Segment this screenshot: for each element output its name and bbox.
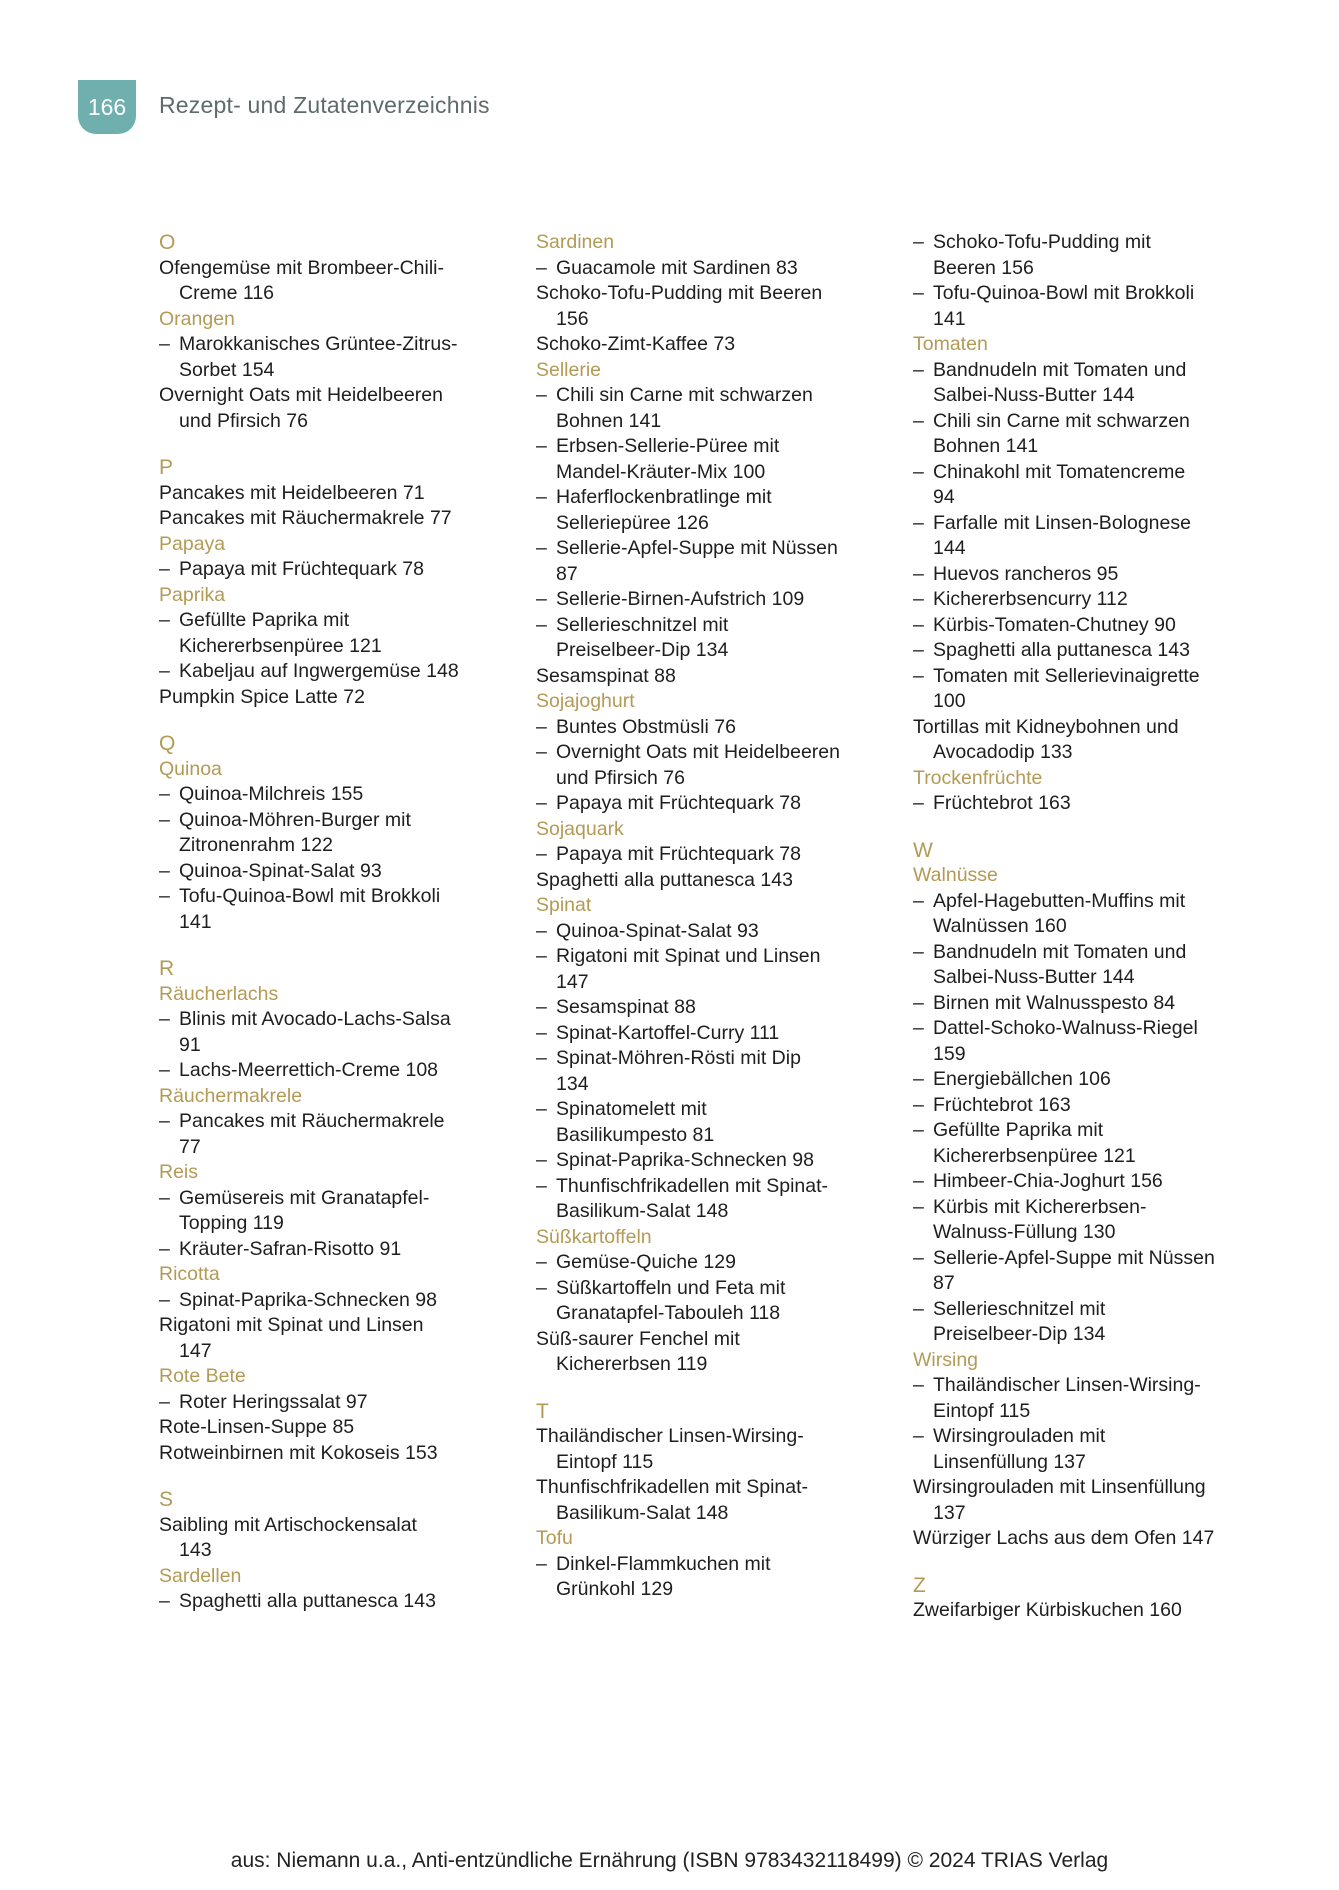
dash-marker: – (159, 783, 170, 805)
section-letter: Z (913, 1573, 926, 1597)
section-gap (159, 935, 504, 956)
subentry-text: Buntes Obstmüsli 76 (556, 715, 736, 738)
subentry-text: Sellerieschnitzel mit (556, 613, 729, 636)
index-column-1 (159, 230, 504, 1615)
dash-marker: – (913, 282, 924, 304)
index-subentry (913, 1067, 1258, 1093)
ingredient-category: Ricotta (159, 1263, 220, 1285)
subentry-text: Tomaten mit Sellerievinaigrette (933, 664, 1200, 687)
dash-marker: – (536, 435, 547, 457)
dash-marker: – (913, 792, 924, 814)
dash-marker: – (159, 558, 170, 580)
recipe-entry: Zweifarbiger Kürbiskuchen 160 (913, 1599, 1182, 1621)
entry-continuation: Basilikumpesto 81 (556, 1123, 715, 1146)
entry-continuation: Mandel-Kräuter-Mix 100 (556, 460, 766, 483)
entry-continuation: Eintopf 115 (933, 1399, 1031, 1422)
index-subentry (913, 791, 1258, 817)
index-column-2 (536, 230, 881, 1603)
subentry-text: Farfalle mit Linsen-Bolognese (933, 511, 1191, 534)
subentry-text: Marokkanisches Grüntee-Zitrus- (179, 333, 458, 355)
entry-continuation: 77 (179, 1135, 201, 1158)
dash-marker: – (913, 231, 924, 253)
index-subentry (913, 230, 1258, 256)
entry-continuation: 141 (933, 307, 966, 330)
ingredient-category: Orangen (159, 307, 235, 330)
index-subentry (159, 659, 504, 685)
section-letter: S (159, 1488, 174, 1511)
index-subentry (913, 889, 1258, 915)
index-subentry (159, 1007, 504, 1033)
index-subentry (913, 613, 1258, 639)
index-subentry (913, 638, 1258, 664)
entry-continuation: Basilikum-Salat 148 (556, 1200, 729, 1222)
entry-continuation: 134 (556, 1072, 589, 1095)
ingredient-category: Rote Bete (159, 1365, 246, 1387)
recipe-entry: Würziger Lachs aus dem Ofen 147 (913, 1527, 1215, 1549)
dash-marker: – (536, 1098, 547, 1120)
subentry-text: Kichererbsencurry 112 (933, 588, 1128, 610)
ingredient-category: Sojaquark (536, 817, 624, 840)
entry-continuation: 87 (556, 562, 578, 585)
entry-continuation: Avocadodip 133 (933, 741, 1073, 763)
dash-marker: – (159, 1288, 170, 1311)
dash-marker: – (159, 1008, 170, 1030)
entry-continuation: Bohnen 141 (556, 409, 662, 432)
subentry-text: Thunfischfrikadellen mit Spinat- (556, 1174, 829, 1197)
subentry-text: Papaya mit Früchtequark 78 (556, 843, 801, 865)
ingredient-category: Walnüsse (913, 864, 998, 886)
subentry-text: Kürbis-Tomaten-Chutney 90 (933, 613, 1176, 636)
entry-continuation: Zitronenrahm 122 (179, 834, 333, 856)
subentry-text: Birnen mit Walnusspesto 84 (933, 991, 1176, 1014)
index-subentry (913, 1297, 1258, 1323)
ingredient-category: Paprika (159, 583, 226, 606)
index-subentry (159, 1109, 504, 1135)
dash-marker: – (913, 991, 924, 1014)
subentry-text: Wirsingrouladen mit (933, 1425, 1106, 1447)
dash-marker: – (913, 1068, 924, 1090)
subentry-text: Sesamspinat 88 (556, 996, 696, 1018)
recipe-entry: Pumpkin Spice Latte 72 (159, 685, 365, 708)
entry-continuation: Linsenfüllung 137 (933, 1450, 1086, 1473)
index-subentry (536, 1046, 881, 1072)
index-subentry (536, 256, 881, 282)
dash-marker: – (159, 660, 170, 682)
subentry-text: Chinakohl mit Tomatencreme (933, 460, 1186, 483)
index-subentry (536, 842, 881, 868)
ingredient-category: Sellerie (536, 358, 602, 381)
recipe-entry: Thailändischer Linsen-Wirsing- (536, 1425, 804, 1447)
index-subentry (159, 557, 504, 583)
ingredient-category: Sardinen (536, 231, 615, 253)
subentry-text: Roter Heringssalat 97 (179, 1390, 368, 1413)
index-subentry (159, 1390, 504, 1416)
subentry-text: Sellerie-Birnen-Aufstrich 109 (556, 588, 805, 610)
index-subentry (913, 409, 1258, 435)
dash-marker: – (536, 537, 547, 559)
subentry-text: Spinatomelett mit (556, 1098, 707, 1120)
index-subentry (913, 991, 1258, 1017)
subentry-text: Kräuter-Safran-Risotto 91 (179, 1237, 402, 1260)
index-subentry (913, 1195, 1258, 1221)
entry-continuation: 87 (933, 1272, 955, 1294)
subentry-text: Bandnudeln mit Tomaten und (933, 358, 1187, 381)
index-subentry (159, 608, 504, 634)
recipe-entry: Tortillas mit Kidneybohnen und (913, 715, 1179, 738)
subentry-text: Papaya mit Früchtequark 78 (556, 792, 801, 814)
dash-marker: – (913, 1425, 924, 1447)
index-subentry (536, 613, 881, 639)
recipe-entry: Schoko-Zimt-Kaffee 73 (536, 333, 736, 355)
recipe-entry: Saibling mit Artischockensalat (159, 1513, 417, 1536)
dash-marker: – (159, 859, 170, 882)
index-subentry (536, 1174, 881, 1200)
dash-marker: – (913, 358, 924, 381)
index-subentry (159, 1186, 504, 1212)
entry-continuation: Sorbet 154 (179, 358, 275, 381)
ingredient-category: Tofu (536, 1527, 573, 1549)
ingredient-category: Räuchermakrele (159, 1084, 303, 1107)
index-subentry (913, 562, 1258, 588)
entry-continuation: 91 (179, 1033, 201, 1056)
subentry-text: Erbsen-Sellerie-Püree mit (556, 435, 780, 457)
entry-continuation: Granatapfel-Tabouleh 118 (556, 1302, 781, 1324)
entry-continuation: Kichererbsenpüree 121 (179, 634, 382, 657)
subentry-text: Chili sin Carne mit schwarzen (556, 384, 813, 406)
index-subentry (913, 460, 1258, 486)
subentry-text: Haferflockenbratlinge mit (556, 486, 772, 508)
ingredient-category: Sojajoghurt (536, 690, 635, 712)
index-subentry (913, 1016, 1258, 1042)
index-subentry (536, 1021, 881, 1047)
dash-marker: – (159, 333, 170, 355)
entry-continuation: Preiselbeer-Dip 134 (556, 639, 729, 661)
dash-marker: – (536, 384, 547, 406)
ingredient-category: Wirsing (913, 1348, 979, 1371)
entry-continuation: 137 (933, 1501, 966, 1524)
dash-marker: – (913, 1017, 924, 1039)
entry-continuation: Selleriepüree 126 (556, 511, 709, 534)
index-subentry (536, 434, 881, 460)
recipe-entry: Ofengemüse mit Brombeer-Chili- (159, 256, 445, 279)
section-gap (159, 1466, 504, 1487)
entry-continuation: Creme 116 (179, 282, 275, 304)
entry-continuation: und Pfirsich 76 (556, 766, 685, 789)
section-letter: Q (159, 732, 176, 755)
section-letter: O (159, 231, 176, 254)
index-subentry (913, 511, 1258, 537)
entry-continuation: Topping 119 (179, 1212, 284, 1234)
dash-marker: – (159, 609, 170, 631)
entry-continuation: und Pfirsich 76 (179, 409, 308, 432)
dash-marker: – (913, 613, 924, 636)
subentry-text: Himbeer-Chia-Joghurt 156 (933, 1170, 1163, 1192)
dash-marker: – (159, 1590, 170, 1612)
entry-continuation: Salbei-Nuss-Butter 144 (933, 966, 1135, 988)
subentry-text: Chili sin Carne mit schwarzen (933, 409, 1190, 432)
dash-marker: – (913, 1195, 924, 1218)
subentry-text: Energiebällchen 106 (933, 1068, 1111, 1090)
ingredient-category: Spinat (536, 894, 592, 916)
subentry-text: Tofu-Quinoa-Bowl mit Brokkoli (179, 885, 441, 907)
entry-continuation: Preiselbeer-Dip 134 (933, 1323, 1106, 1345)
subentry-text: Dinkel-Flammkuchen mit (556, 1552, 771, 1575)
index-subentry (913, 1373, 1258, 1399)
entry-continuation: Kichererbsen 119 (556, 1353, 708, 1375)
subentry-text: Kabeljau auf Ingwergemüse 148 (179, 660, 459, 682)
subentry-text: Gefüllte Paprika mit (179, 609, 350, 631)
subentry-text: Quinoa-Möhren-Burger mit (179, 808, 411, 831)
entry-continuation: Salbei-Nuss-Butter 144 (933, 384, 1135, 406)
subentry-text: Spaghetti alla puttanesca 143 (179, 1590, 436, 1612)
dash-marker: – (159, 1237, 170, 1260)
entry-continuation: 94 (933, 486, 955, 508)
index-subentry (159, 1589, 504, 1615)
index-subentry (913, 940, 1258, 966)
index-subentry (536, 1552, 881, 1578)
entry-continuation: Basilikum-Salat 148 (556, 1501, 729, 1524)
subentry-text: Bandnudeln mit Tomaten und (933, 940, 1187, 963)
copyright-footer: aus: Niemann u.a., Anti-entzündliche Ernährung (ISBN 9783432118499) © 2024 TRIAS Verlag (230, 1849, 1109, 1872)
index-subentry (536, 1097, 881, 1123)
dash-marker: – (536, 741, 547, 763)
dash-marker: – (159, 1059, 170, 1081)
page-number-badge: 166 (78, 80, 136, 134)
dash-marker: – (913, 1297, 924, 1320)
ingredient-category: Reis (159, 1161, 199, 1183)
dash-marker: – (913, 460, 924, 483)
entry-continuation: Walnuss-Füllung 130 (933, 1221, 1116, 1243)
subentry-text: Overnight Oats mit Heidelbeeren (556, 741, 840, 763)
index-subentry (159, 884, 504, 910)
index-subentry (913, 281, 1258, 307)
dash-marker: – (913, 562, 924, 585)
ingredient-category: Tomaten (913, 333, 988, 355)
subentry-text: Früchtebrot 163 (933, 1093, 1071, 1116)
entry-continuation: Beeren 156 (933, 256, 1034, 279)
entry-continuation: 141 (179, 910, 212, 933)
index-subentry (159, 332, 504, 358)
section-gap (159, 434, 504, 455)
ingredient-category: Quinoa (159, 757, 222, 780)
index-subentry (536, 1148, 881, 1174)
recipe-entry: Rigatoni mit Spinat und Linsen (159, 1314, 424, 1336)
index-subentry (159, 1058, 504, 1084)
dash-marker: – (159, 1186, 170, 1209)
subentry-text: Papaya mit Früchtequark 78 (179, 558, 424, 580)
dash-marker: – (913, 1119, 924, 1141)
subentry-text: Spaghetti alla puttanesca 143 (933, 639, 1190, 661)
recipe-entry: Süß-saurer Fenchel mit (536, 1327, 740, 1350)
ingredient-category: Süßkartoffeln (536, 1225, 652, 1248)
entry-continuation: Grünkohl 129 (556, 1578, 674, 1600)
dash-marker: – (536, 1149, 547, 1171)
recipe-entry: Spaghetti alla puttanesca 143 (536, 868, 793, 891)
index-subentry (536, 740, 881, 766)
index-subentry (159, 1237, 504, 1263)
subentry-text: Sellerie-Apfel-Suppe mit Nüssen (933, 1246, 1215, 1269)
recipe-entry: Thunfischfrikadellen mit Spinat- (536, 1476, 809, 1498)
index-subentry (536, 1276, 881, 1302)
index-column-3 (913, 230, 1258, 1624)
index-subentry (159, 808, 504, 834)
dash-marker: – (913, 1374, 924, 1396)
subentry-text: Gefüllte Paprika mit (933, 1119, 1104, 1141)
index-subentry (536, 715, 881, 741)
subentry-text: Tofu-Quinoa-Bowl mit Brokkoli (933, 282, 1195, 304)
subentry-text: Süßkartoffeln und Feta mit (556, 1276, 786, 1299)
entry-continuation: Walnüssen 160 (933, 915, 1067, 937)
index-subentry (536, 995, 881, 1021)
section-gap (536, 1378, 881, 1399)
entry-continuation: 100 (933, 690, 966, 712)
subentry-text: Lachs-Meerrettich-Creme 108 (179, 1059, 439, 1081)
subentry-text: Guacamole mit Sardinen 83 (556, 256, 798, 279)
subentry-text: Rigatoni mit Spinat und Linsen (556, 945, 821, 967)
subentry-text: Thailändischer Linsen-Wirsing- (933, 1374, 1201, 1396)
dash-marker: – (159, 808, 170, 831)
dash-marker: – (536, 588, 547, 610)
dash-marker: – (913, 588, 924, 610)
subentry-text: Schoko-Tofu-Pudding mit (933, 231, 1151, 253)
subentry-text: Quinoa-Spinat-Salat 93 (556, 919, 759, 942)
recipe-entry: Schoko-Tofu-Pudding mit Beeren (536, 282, 823, 304)
index-subentry (913, 587, 1258, 613)
dash-marker: – (536, 256, 547, 279)
dash-marker: – (913, 940, 924, 963)
recipe-entry: Overnight Oats mit Heidelbeeren (159, 384, 443, 406)
dash-marker: – (913, 639, 924, 661)
subentry-text: Pancakes mit Räuchermakrele (179, 1110, 445, 1132)
index-subentry (159, 859, 504, 885)
section-letter: R (159, 957, 175, 980)
entry-continuation: 147 (179, 1339, 212, 1362)
index-subentry (536, 1250, 881, 1276)
dash-marker: – (913, 664, 924, 687)
subentry-text: Sellerieschnitzel mit (933, 1297, 1106, 1320)
dash-marker: – (536, 792, 547, 814)
dash-marker: – (536, 1174, 547, 1197)
entry-continuation: 156 (556, 307, 589, 330)
dash-marker: – (536, 1021, 547, 1044)
dash-marker: – (536, 843, 547, 865)
index-subentry (913, 1093, 1258, 1119)
ingredient-category: Sardellen (159, 1564, 242, 1587)
dash-marker: – (913, 409, 924, 432)
index-subentry (536, 919, 881, 945)
index-subentry (913, 358, 1258, 384)
ingredient-category: Trockenfrüchte (913, 766, 1043, 789)
dash-marker: – (536, 1047, 547, 1069)
section-gap (913, 817, 1258, 838)
index-subentry (536, 383, 881, 409)
dash-marker: – (159, 1390, 170, 1413)
subentry-text: Quinoa-Milchreis 155 (179, 783, 364, 805)
entry-continuation: Bohnen 141 (933, 435, 1039, 457)
dash-marker: – (913, 1170, 924, 1192)
section-gap (913, 1552, 1258, 1573)
subentry-text: Früchtebrot 163 (933, 792, 1071, 814)
dash-marker: – (536, 945, 547, 967)
section-letter: T (536, 1399, 549, 1423)
dash-marker: – (913, 1246, 924, 1269)
entry-continuation: Eintopf 115 (556, 1450, 654, 1473)
dash-marker: – (536, 1552, 547, 1575)
ingredient-category: Räucherlachs (159, 982, 279, 1005)
index-subentry (913, 1169, 1258, 1195)
index-subentry (536, 587, 881, 613)
subentry-text: Quinoa-Spinat-Salat 93 (179, 859, 382, 882)
dash-marker: – (536, 1276, 547, 1299)
dash-marker: – (536, 715, 547, 738)
dash-marker: – (536, 996, 547, 1018)
recipe-entry: Rotweinbirnen mit Kokoseis 153 (159, 1441, 438, 1464)
dash-marker: – (159, 885, 170, 907)
section-letter: P (159, 456, 174, 479)
dash-marker: – (913, 889, 924, 912)
recipe-entry: Sesamspinat 88 (536, 664, 676, 687)
recipe-entry: Pancakes mit Räuchermakrele 77 (159, 507, 452, 529)
index-subentry (159, 1288, 504, 1314)
index-subentry (536, 485, 881, 511)
subentry-text: Dattel-Schoko-Walnuss-Riegel (933, 1017, 1198, 1039)
subentry-text: Spinat-Paprika-Schnecken 98 (556, 1149, 814, 1171)
dash-marker: – (536, 1251, 547, 1273)
subentry-text: Blinis mit Avocado-Lachs-Salsa (179, 1008, 451, 1030)
ingredient-category: Papaya (159, 532, 226, 555)
recipe-entry: Pancakes mit Heidelbeeren 71 (159, 481, 425, 504)
index-subentry (536, 944, 881, 970)
subentry-text: Gemüsereis mit Granatapfel- (179, 1186, 430, 1209)
dash-marker: – (159, 1110, 170, 1132)
index-subentry (159, 782, 504, 808)
entry-continuation: Kichererbsenpüree 121 (933, 1144, 1136, 1167)
dash-marker: – (536, 486, 547, 508)
index-subentry (913, 1246, 1258, 1272)
entry-continuation: 159 (933, 1042, 966, 1065)
dash-marker: – (913, 511, 924, 534)
index-subentry (913, 1118, 1258, 1144)
subentry-text: Apfel-Hagebutten-Muffins mit (933, 889, 1186, 912)
page-title: Rezept- und Zutatenverzeichnis (159, 92, 490, 118)
subentry-text: Huevos rancheros 95 (933, 562, 1119, 585)
index-subentry (913, 664, 1258, 690)
subentry-text: Spinat-Möhren-Rösti mit Dip (556, 1047, 801, 1069)
entry-continuation: 144 (933, 537, 966, 559)
entry-continuation: 147 (556, 970, 589, 993)
subentry-text: Gemüse-Quiche 129 (556, 1251, 736, 1273)
recipe-entry: Rote-Linsen-Suppe 85 (159, 1416, 355, 1438)
section-letter: W (913, 838, 933, 862)
index-subentry (913, 1424, 1258, 1450)
subentry-text: Kürbis mit Kichererbsen- (933, 1195, 1147, 1218)
dash-marker: – (536, 919, 547, 942)
dash-marker: – (536, 613, 547, 636)
section-gap (159, 710, 504, 731)
subentry-text: Spinat-Paprika-Schnecken 98 (179, 1288, 437, 1311)
subentry-text: Spinat-Kartoffel-Curry 111 (556, 1021, 780, 1044)
index-subentry (536, 791, 881, 817)
recipe-entry: Wirsingrouladen mit Linsenfüllung (913, 1476, 1206, 1498)
subentry-text: Sellerie-Apfel-Suppe mit Nüssen (556, 537, 838, 559)
dash-marker: – (913, 1093, 924, 1116)
entry-continuation: 143 (179, 1539, 212, 1561)
index-subentry (536, 536, 881, 562)
